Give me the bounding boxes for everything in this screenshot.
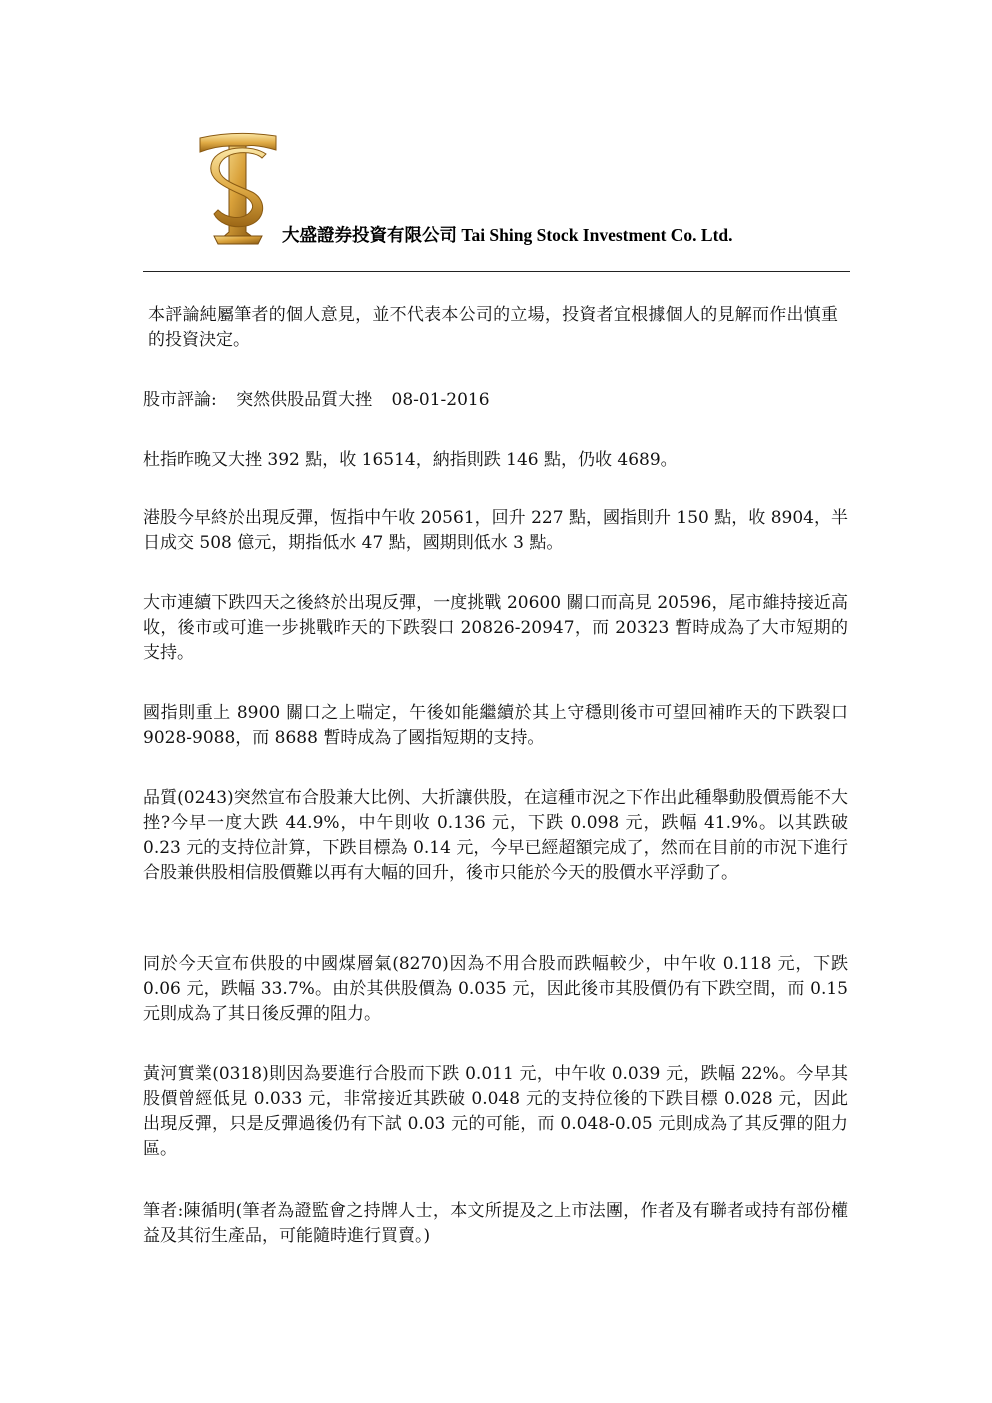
paragraph: 黃河實業(0318)則因為要進行合股而下跌 0.011 元，中午收 0.039 元，跌幅 22%。今早其股價曾經低見 0.033 元，非常接近其跌破 0.048 元的支持位後的下跌目標 0.028 元，因此出現反彈，只是反彈過後仍有下試 0.03 元的可能，而 0.048-0.05 元則成為了其反彈的阻力區。 bbox=[143, 1064, 848, 1159]
paragraph: 國指則重上 8900 關口之上喘定，午後如能繼續於其上守穩則後市可望回補昨天的下跌裂口 9028-9088，而 8688 暫時成為了國指短期的支持。 bbox=[143, 703, 848, 748]
article-headline: 突然供股品質大挫 bbox=[236, 390, 373, 410]
article-date: 08-01-2016 bbox=[391, 390, 490, 410]
header-divider bbox=[143, 271, 850, 272]
paragraph: 杜指昨晚又大挫 392 點，收 16514，納指則跌 146 點，仍收 4689。 bbox=[143, 450, 678, 470]
article-heading bbox=[143, 388, 848, 413]
disclaimer: 本評論純屬筆者的個人意見，並不代表本公司的立場，投資者宜根據個人的見解而作出慎重的投資決定。 bbox=[148, 305, 838, 350]
paragraph: 港股今早終於出現反彈，恆指中午收 20561，回升 227 點，國指則升 150 點，收 8904，半日成交 508 億元，期指低水 47 點，國期則低水 3 點。 bbox=[143, 508, 848, 553]
paragraph: 同於今天宣布供股的中國煤層氣(8270)因為不用合股而跌幅較少，中午收 0.118 元，下跌 0.06 元，跌幅 33.7%。由於其供股價為 0.035 元，因此後市其股價仍有下跌空間，而 0.15 元則成為了其日後反彈的阻力。 bbox=[143, 954, 848, 1024]
author-note: 筆者:陳循明(筆者為證監會之持牌人士，本文所提及之上市法團，作者及有聯者或持有部份權益及其衍生產品，可能隨時進行買賣。) bbox=[143, 1201, 848, 1246]
company-name: 大盛證券投資有限公司 Tai Shing Stock Investment Co. Ltd. bbox=[282, 225, 733, 245]
ts-monogram-logo-icon bbox=[196, 128, 280, 246]
paragraph: 大市連續下跌四天之後終於出現反彈，一度挑戰 20600 關口而高見 20596，尾市維持接近高收，後市或可進一步挑戰昨天的下跌裂口 20826-20947，而 20323 暫時成為了大市短期的支持。 bbox=[143, 593, 848, 663]
paragraph: 品質(0243)突然宣布合股兼大比例、大折讓供股，在這種市況之下作出此種舉動股價焉能不大挫?今早一度大跌 44.9%，中午則收 0.136 元，下跌 0.098 元，跌幅 41.9%。以其跌破 0.23 元的支持位計算，下跌目標為 0.14 元，今早已經超額完成了，然而在目前的市況下進行合股兼供股相信股價難以再有大幅的回升，後市只能於今天的股價水平浮動了。 bbox=[143, 788, 848, 883]
section-label: 股市評論: bbox=[143, 390, 217, 410]
